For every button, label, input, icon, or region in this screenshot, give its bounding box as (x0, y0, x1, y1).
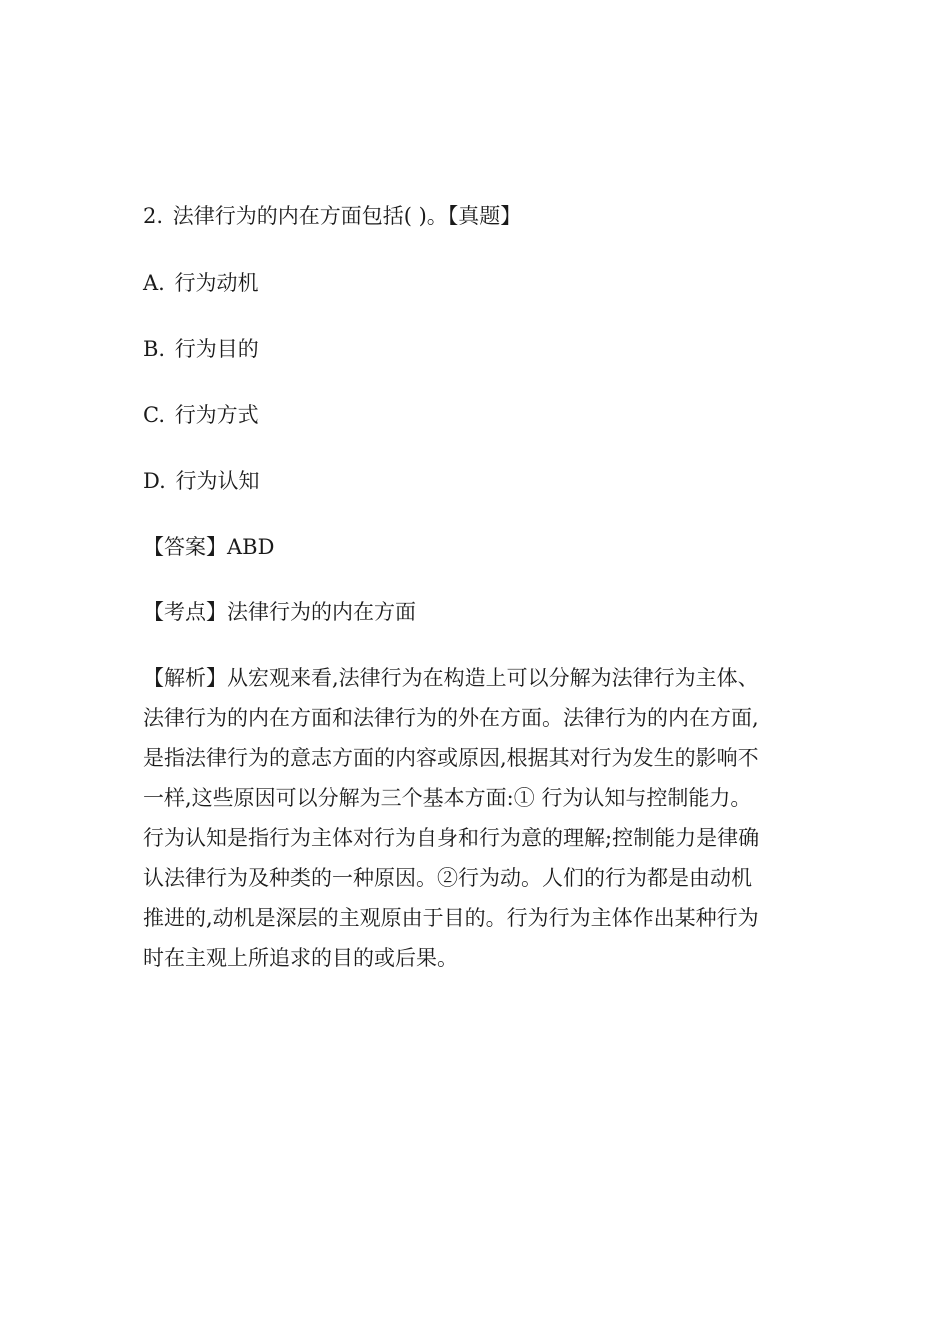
analysis-line: 推进的,动机是深层的主观原由于目的。行为行为主体作出某种行为 (143, 906, 759, 930)
analysis-line: 【解析】从宏观来看,法律行为在构造上可以分解为法律行为主体、 (143, 666, 759, 690)
option-a-text: 行为动机 (174, 271, 259, 295)
option-c-letter: C. (143, 403, 165, 427)
option-d (143, 467, 259, 495)
analysis-line: 时在主观上所追求的目的或后果。 (143, 946, 458, 970)
option-a (143, 269, 259, 297)
option-b-text: 行为目的 (174, 337, 259, 361)
option-c (143, 401, 259, 429)
option-b (143, 335, 259, 363)
analysis-line: 认法律行为及种类的一种原因。②行为动。人们的行为都是由动机 (143, 866, 752, 890)
question-title (143, 202, 521, 230)
analysis-line: 是指法律行为的意志方面的内容或原因,根据其对行为发生的影响不 (143, 746, 759, 770)
analysis-paragraph (143, 664, 811, 984)
kaodian-label: 【考点】 (143, 600, 227, 624)
analysis-line: 行为认知是指行为主体对行为自身和行为意的理解;控制能力是律确 (143, 826, 760, 850)
answer-value: ABD (227, 535, 275, 559)
answer-label: 【答案】 (143, 535, 227, 559)
analysis-line: 一样,这些原因可以分解为三个基本方面:① 行为认知与控制能力。 (143, 786, 752, 810)
question-number: 2. (143, 204, 164, 228)
kaodian-value: 法律行为的内在方面 (227, 600, 416, 624)
option-c-text: 行为方式 (174, 403, 259, 427)
option-a-letter: A. (143, 271, 165, 295)
analysis-line: 法律行为的内在方面和法律行为的外在方面。法律行为的内在方面, (143, 706, 759, 730)
option-b-letter: B. (143, 337, 166, 361)
option-d-text: 行为认知 (175, 469, 260, 493)
answer-line (143, 533, 274, 561)
option-d-letter: D. (143, 469, 166, 493)
kaodian-line (143, 598, 416, 626)
question-text: 法律行为的内在方面包括( )。【真题】 (172, 204, 522, 228)
